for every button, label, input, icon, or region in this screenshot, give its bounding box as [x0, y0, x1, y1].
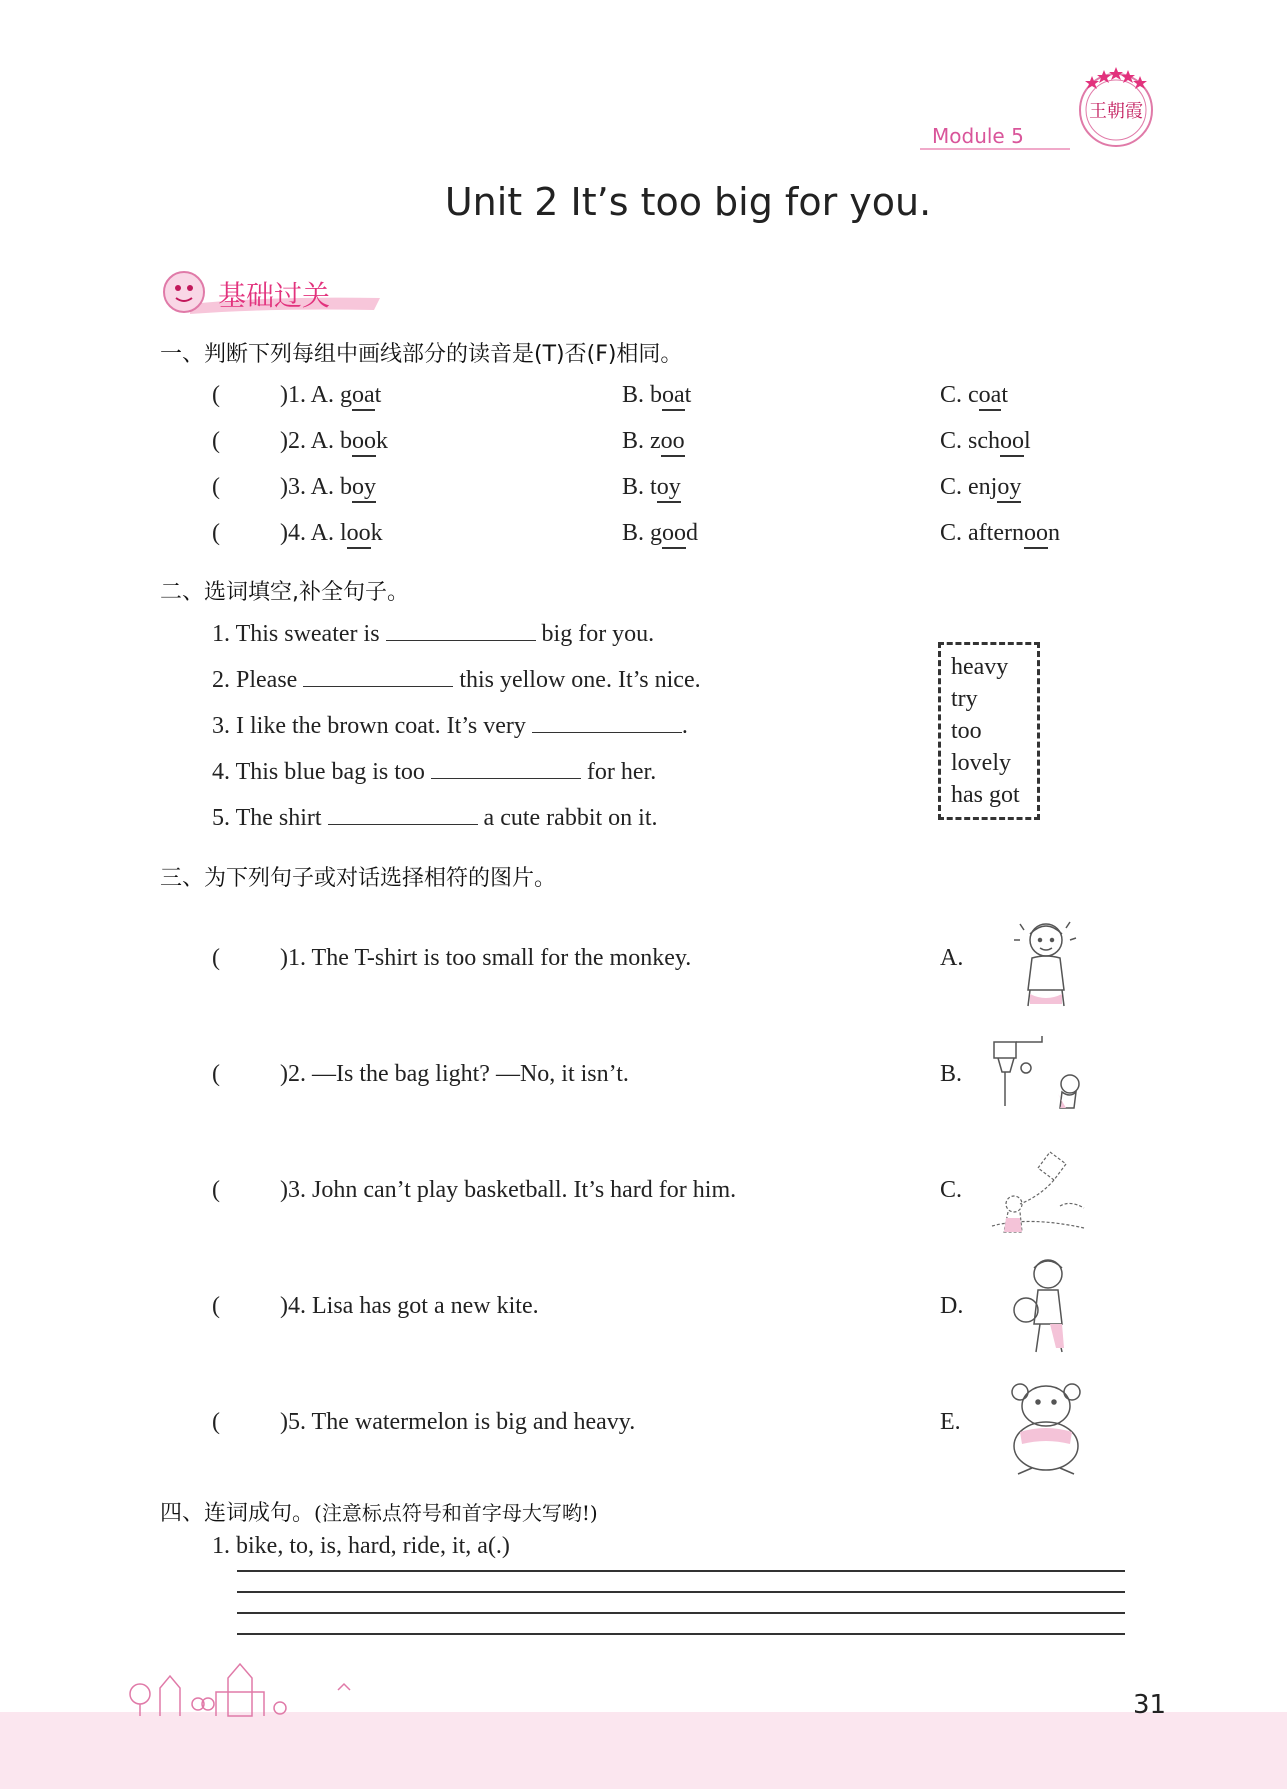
- option-b: B. zoo: [622, 428, 685, 455]
- fill-sentence: 2. Please this yellow one. It’s nice.: [212, 667, 701, 693]
- answer-blank[interactable]: [303, 666, 453, 687]
- word-bank: [938, 642, 1040, 820]
- publisher-logo: [1072, 62, 1160, 152]
- writing-line[interactable]: [237, 1633, 1125, 1635]
- option-b: B. boat: [622, 382, 691, 409]
- basketball-hoop-picture: [990, 1036, 1086, 1140]
- option-a: )1. A. goat: [280, 382, 381, 409]
- word-order-item: 1. bike, to, is, hard, ride, it, a(.): [212, 1533, 510, 1559]
- answer-bracket[interactable]: (: [212, 945, 220, 971]
- picture-option-label: C.: [940, 1177, 963, 1203]
- writing-line[interactable]: [237, 1612, 1125, 1614]
- match-sentence: )2. —Is the bag light? —No, it isn’t.: [280, 1061, 629, 1087]
- option-c: C. coat: [940, 382, 1008, 409]
- section-title: 基础过关: [218, 279, 331, 312]
- writing-line[interactable]: [237, 1591, 1125, 1593]
- answer-bracket[interactable]: (: [212, 520, 220, 546]
- part4-heading: 四、连词成句。(注意标点符号和首字母大写哟!): [160, 1501, 598, 1526]
- part2-heading: 二、选词填空,补全句子。: [160, 580, 409, 605]
- sweating-girl-picture: [1000, 910, 1096, 1014]
- word-bank-item: has got: [951, 782, 1020, 808]
- word-bank-item: lovely: [951, 750, 1011, 776]
- kite-girl-picture: [990, 1146, 1086, 1250]
- fill-sentence: 5. The shirt a cute rabbit on it.: [212, 805, 658, 831]
- answer-blank[interactable]: [431, 758, 581, 779]
- fill-sentence: 3. I like the brown coat. It’s very .: [212, 713, 688, 739]
- option-a: )4. A. look: [280, 520, 383, 547]
- match-sentence: )4. Lisa has got a new kite.: [280, 1293, 539, 1319]
- match-sentence: )1. The T-shirt is too small for the monkey.: [280, 945, 692, 971]
- fill-sentence: 1. This sweater is big for you.: [212, 621, 655, 647]
- word-bank-item: too: [951, 718, 982, 744]
- option-c: C. school: [940, 428, 1031, 455]
- page-title: Unit 2 It’s too big for you.: [444, 180, 932, 224]
- answer-blank[interactable]: [386, 620, 536, 641]
- part1-heading: 一、判断下列每组中画线部分的读音是(T)否(F)相同。: [160, 342, 683, 367]
- option-c: C. enjoy: [940, 474, 1021, 501]
- answer-bracket[interactable]: (: [212, 474, 220, 500]
- match-sentence: )3. John can’t play basketball. It’s hard for him.: [280, 1177, 737, 1203]
- answer-bracket[interactable]: (: [212, 1177, 220, 1203]
- answer-bracket[interactable]: (: [212, 1409, 220, 1435]
- option-a: )2. A. book: [280, 428, 388, 455]
- word-bank-item: heavy: [951, 654, 1009, 680]
- option-b: B. good: [622, 520, 698, 547]
- option-a: )3. A. boy: [280, 474, 376, 501]
- picture-option-label: D.: [940, 1293, 964, 1319]
- answer-bracket[interactable]: (: [212, 428, 220, 454]
- answer-blank[interactable]: [328, 804, 478, 825]
- option-c: C. afternoon: [940, 520, 1060, 547]
- castle-decoration: [120, 1648, 400, 1718]
- answer-bracket[interactable]: (: [212, 1061, 220, 1087]
- page-number: 31: [1133, 1690, 1167, 1720]
- answer-blank[interactable]: [532, 712, 682, 733]
- picture-option-label: E.: [940, 1409, 961, 1435]
- match-sentence: )5. The watermelon is big and heavy.: [280, 1409, 636, 1435]
- writing-line[interactable]: [237, 1570, 1125, 1572]
- boy-with-watermelon-picture: [1000, 1254, 1096, 1358]
- header-divider: [920, 148, 1070, 150]
- answer-bracket[interactable]: (: [212, 382, 220, 408]
- monkey-tight-shirt-picture: [998, 1378, 1094, 1482]
- footer-band: [0, 1712, 1287, 1789]
- option-b: B. toy: [622, 474, 681, 501]
- word-bank-item: try: [951, 686, 978, 712]
- part4-note: (注意标点符号和首字母大写哟!): [314, 1501, 598, 1525]
- answer-bracket[interactable]: (: [212, 1293, 220, 1319]
- part3-heading: 三、为下列句子或对话选择相符的图片。: [160, 866, 557, 891]
- picture-option-label: A.: [940, 945, 964, 971]
- svg-text:王朝霞: 王朝霞: [1089, 101, 1143, 122]
- module-label: Module 5: [932, 124, 1024, 148]
- fill-sentence: 4. This blue bag is too for her.: [212, 759, 657, 785]
- picture-option-label: B.: [940, 1061, 963, 1087]
